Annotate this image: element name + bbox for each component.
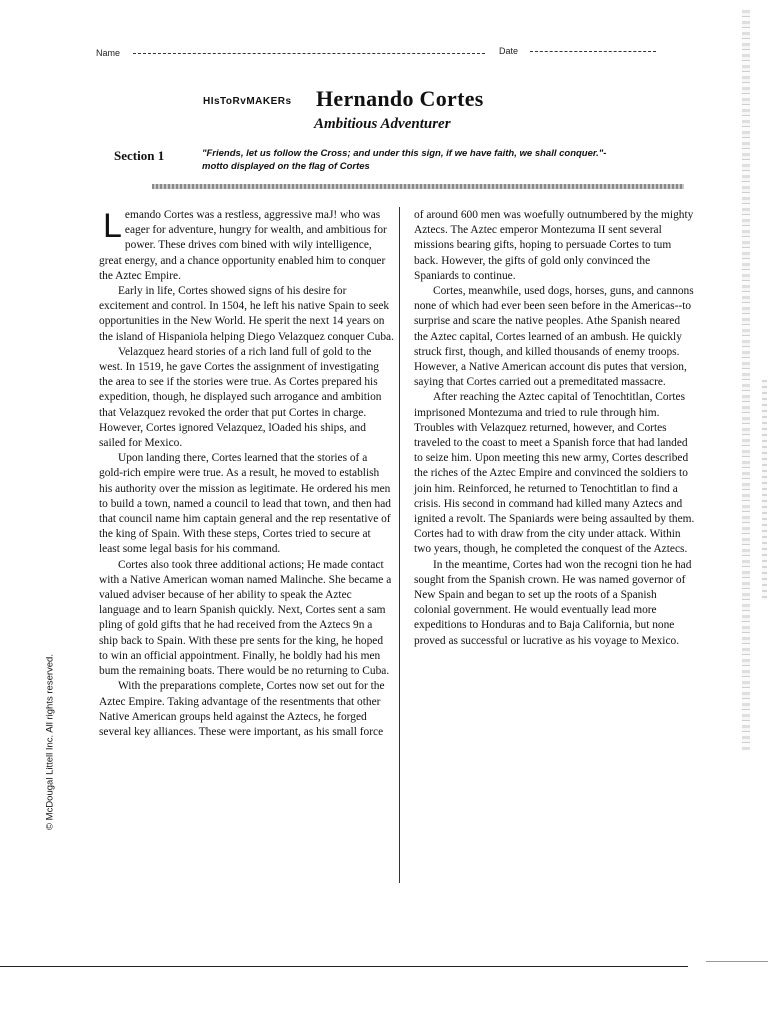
- paragraph-6: With the preparations complete, Cortes now set out for the Aztec Empire. Taking advantage of the resentments that other Native American groups held against the Aztecs, he forged several key alliances. These were important, as his small force: [99, 680, 385, 738]
- paragraph-3: Velazquez heard stories of a rich land full of gold to the west. In 1519, he gave Cortes the assignment of investigating the area to see if the stories were true. As Cortes prepared his expedition, though, he displayed such arrogance and ambition that Velazquez revoked the order that put Cortes in charge. However, Cortes ignored Velazquez, lOaded his ships, and sailed for Mexico.: [99, 345, 382, 450]
- paragraph-4: Upon landing there, Cortes learned that the stories of a gold-rich empire were true. As a result, he moved to establish his authority over the mission as legitimate. He ordered his men to build a town, named a council to lead that town, and then had that council name him captain general and the rep resentative of the king of Spain. With these steps, Cortes tried to secure at least some legal basis for his command.: [99, 452, 391, 556]
- copyright-notice: © McDougal Littell Inc. All rights reserved.: [44, 654, 56, 830]
- date-label: Date: [499, 46, 519, 56]
- paragraph-8: Cortes, meanwhile, used dogs, horses, guns, and cannons none of which had ever been seen before in the Americas--to surprise and scare the native peoples. Athe Spanish neared the Aztec capital, Cortes learned of an ambush. He quickly struck first, though, and killed thousands of enemy troops. However, a Native American account dis putes that version, saying that Cortes carried out a premeditated massacre.: [414, 285, 694, 389]
- page-subtitle: Ambitious Adventurer: [314, 116, 451, 132]
- scan-edge-artifact: [742, 10, 750, 750]
- name-field-line[interactable]: [133, 53, 485, 54]
- paragraph-2: Early in life, Cortes showed signs of his desire for excitement and control. In 1504, he left his native Spain to seek opportunities in the New World. He sperit the next 14 years on the island of Hispaniola helping Diego Velazquez conquer Cuba.: [99, 285, 394, 343]
- scan-edge-artifact-2: [762, 380, 767, 600]
- drop-cap: L: [103, 207, 122, 245]
- footer-rule: [0, 966, 688, 967]
- column-divider: [399, 207, 400, 883]
- left-column: [99, 208, 394, 740]
- decorative-rule: [152, 184, 684, 189]
- paragraph-7: of around 600 men was woefully outnumbered by the mighty Aztecs. The Aztec emperor Montezuma II sent several missions bearing gifts, hoping to persuade Cortes to tum back. However, the gifts of gold only convinced the Spaniards to continue.: [414, 209, 694, 282]
- motto-quote: "Friends, let us follow the Cross; and under this sign, if we have faith, we shall conquer."-motto displayed on the flag of Cortes: [202, 148, 607, 172]
- right-column: [414, 208, 696, 649]
- date-field-line[interactable]: [530, 51, 656, 52]
- page-title: Hernando Cortes: [316, 86, 484, 111]
- footer-rule-right: [706, 961, 768, 962]
- paragraph-10: In the meantime, Cortes had won the recogni tion he had sought from the Spanish crown. He was named governor of New Spain and began to set up the roots of a Spanish colonial government. He would eventually lead more expeditions to Honduras and to Baja California, but none proved as successful or lucrative as his voyage to Mexico.: [414, 558, 692, 647]
- paragraph-1: [99, 208, 394, 284]
- paragraph-5: Cortes also took three additional actions; He made contact with a Native American woman named Malinche. She became a valued adviser because of her ability to speak the Aztec language and to learn Spanish quickly. Next, Cortes sent a sam pling of gold gifts that he had received from the Aztecs 9n a ship back to Spain. With these pre sents for the king, he hoped to win an official appointment. Finally, he boldly had his men bum the remaining boats. There would be no returning to Cuba.: [99, 558, 392, 678]
- name-label: Name: [96, 48, 121, 58]
- paragraph-9: After reaching the Aztec capital of Tenochtitlan, Cortes imprisoned Montezuma and tried to rule through him. Troubles with Velazquez returned, however, and Cortes traveled to the coast to meet a Spanish force that had landed to seize him. Upon meeting this new army, Cortes described the riches of the Aztec Empire and convinced the soldiers to join him. Reinforced, he returned to Tenochtitlan to find a crisis. His second in command had killed many Aztecs and ignited a revolt. The Spaniards were being assaulted by them. Cortes had to with draw from the city under attack. Within two years, though, he completed the conquest of the Aztecs.: [414, 391, 695, 556]
- paragraph-1-text: emando Cortes was a restless, aggressive maJ! who was eager for adventure, hungry for wealth, and ambitious for power. These drives com bined with wily intelligence, great energy, and a chance opportunity enabled him to conquer the Aztec Empire.: [99, 209, 387, 282]
- section-label: Section 1: [114, 148, 165, 163]
- series-label: HIsToRvMAKERs: [203, 96, 292, 107]
